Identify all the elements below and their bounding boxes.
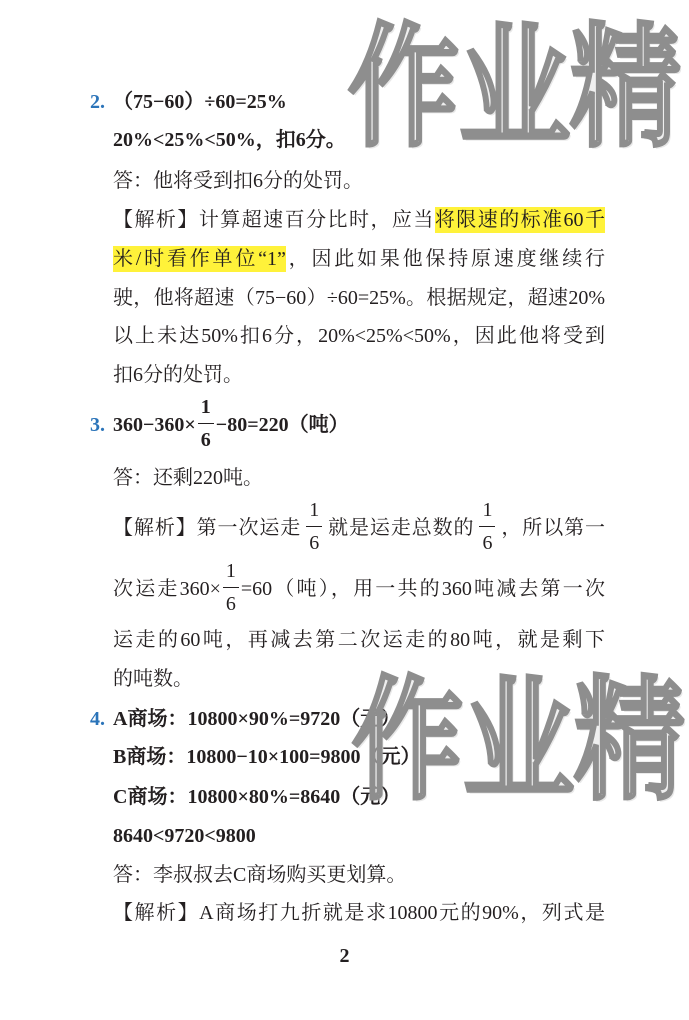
fraction-numerator: 1 bbox=[306, 499, 322, 527]
q2-analysis-line-1 bbox=[113, 206, 605, 234]
fraction-denominator: 6 bbox=[225, 593, 236, 615]
q3-analysis-line-2 bbox=[113, 560, 606, 618]
q2-formula: （75−60）÷60=25% bbox=[113, 91, 287, 113]
q3-formula-before: 360−360× bbox=[113, 414, 196, 437]
q2-formula-line bbox=[90, 88, 287, 116]
q4-mall-b: B商场：10800−10×100=9800（元） bbox=[113, 746, 421, 768]
q3-analysis-text: ，所以第一 bbox=[500, 517, 606, 540]
q4-mall-a-line bbox=[90, 705, 400, 733]
q2-answer: 答：他将受到扣6分的处罚。 bbox=[113, 170, 363, 192]
q2-analysis-line-2 bbox=[113, 245, 605, 273]
watermark-top: 作业精 bbox=[348, 11, 682, 167]
q4-mall-a: A商场：10800×90%=9720（元） bbox=[113, 708, 401, 730]
q3-formula-line bbox=[90, 396, 349, 454]
fraction-denominator: 6 bbox=[482, 532, 493, 554]
q3-answer: 答：还剩220吨。 bbox=[113, 467, 263, 489]
fraction-one-sixth bbox=[223, 560, 239, 615]
q4-mall-c: C商场：10800×80%=8640（元） bbox=[113, 786, 401, 808]
fraction-numerator: 1 bbox=[479, 499, 495, 527]
q3-analysis-text: 就是运走总数的 bbox=[327, 517, 475, 540]
fraction-denominator: 6 bbox=[309, 532, 320, 554]
fraction-one-sixth bbox=[306, 499, 322, 554]
q2-analysis-line-5: 扣6分的处罚。 bbox=[113, 364, 243, 386]
q3-analysis-line-3: 运走的60吨，再减去第二次运走的80吨，就是剩下 bbox=[113, 629, 605, 651]
q2-comparison: 20%<25%<50%，扣6分。 bbox=[113, 129, 346, 151]
page-number: 2 bbox=[339, 945, 350, 967]
highlighted-text: 米/时看作单位“1” bbox=[113, 248, 286, 270]
watermark-bottom: 作业精 bbox=[352, 664, 686, 819]
question-number-4: 4. bbox=[90, 708, 105, 730]
fraction-numerator: 1 bbox=[223, 560, 239, 588]
q2-analysis-text: ，因此如果他保持原速度继续行 bbox=[285, 248, 605, 270]
q3-analysis-text: =60（吨），用一共的360吨减去第一次 bbox=[240, 578, 606, 601]
q3-formula-after: −80=220（吨） bbox=[215, 414, 349, 437]
q2-analysis-text: 【解析】计算超速百分比时，应当 bbox=[113, 209, 435, 231]
question-number-3: 3. bbox=[90, 414, 105, 437]
fraction-denominator: 6 bbox=[200, 429, 211, 451]
highlighted-text: 将限速的标准60千 bbox=[434, 209, 606, 231]
q3-analysis-text: 【解析】第一次运走 bbox=[113, 517, 302, 540]
q3-analysis-line-1 bbox=[113, 499, 606, 557]
question-number-2: 2. bbox=[90, 91, 105, 113]
q2-analysis-line-4: 以上未达50%扣6分，20%<25%<50%，因此他将受到 bbox=[113, 325, 605, 347]
q2-analysis-line-3: 驶，他将超速（75−60）÷60=25%。根据规定，超速20% bbox=[113, 287, 605, 309]
q3-analysis-line-4: 的吨数。 bbox=[113, 668, 193, 690]
q4-analysis-line-1: 【解析】A商场打九折就是求10800元的90%，列式是 bbox=[113, 902, 605, 924]
q4-answer: 答：李叔叔去C商场购买更划算。 bbox=[113, 864, 407, 886]
fraction-numerator: 1 bbox=[198, 396, 214, 424]
q4-comparison: 8640<9720<9800 bbox=[113, 825, 256, 847]
fraction-one-sixth bbox=[479, 499, 495, 554]
q3-analysis-text: 次运走360× bbox=[113, 578, 221, 601]
fraction-one-sixth bbox=[198, 396, 214, 451]
